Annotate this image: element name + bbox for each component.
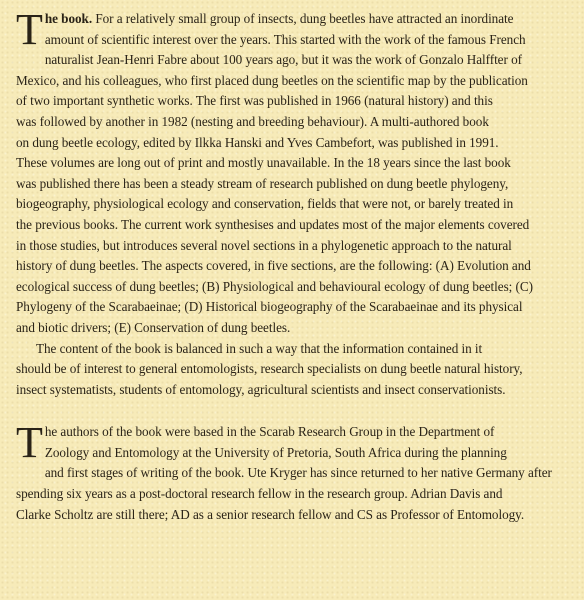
text-line	[16, 9, 574, 30]
text-line: amount of scientific interest over the years. This started with the work of the famous French	[44, 31, 526, 47]
text-line: in those studies, but introduces several novel sections in a phylogenetic approach to the natural	[16, 237, 512, 253]
drop-cap: T	[16, 5, 43, 54]
drop-cap: T	[16, 418, 43, 468]
text-line: Mexico, and his colleagues, who first placed dung beetles on the scientific map by the publication	[16, 72, 528, 88]
text-line: ecological success of dung beetles; (B) Physiological and behavioural ecology of dung beetles; (C)	[16, 278, 533, 294]
text-line: spending six years as a post-doctoral research fellow in the research group. Adrian Davis and	[16, 486, 503, 502]
text-line: The content of the book is balanced in such a way that the information contained in it	[36, 340, 483, 356]
text-line: These volumes are long out of print and mostly unavailable. In the 18 years since the last book	[16, 155, 511, 171]
line-text: For a relatively small group of insects, dung beetles have attracted an inordinate	[92, 11, 514, 26]
text-line: Zoology and Entomology at the University of Pretoria, South Africa during the planning	[44, 444, 507, 460]
text-line: Phylogeny of the Scarabaeinae; (D) Historical biogeography of the Scarabaeinae and its physical	[16, 299, 523, 315]
lead-in: he book.	[44, 11, 93, 26]
authors-paragraph	[16, 418, 574, 525]
text-line: he authors of the book were based in the Scarab Research Group in the Department of	[44, 424, 495, 440]
text-line: history of dung beetles. The aspects covered, in five sections, are the following: (A) Evolution and	[16, 258, 531, 274]
text-line: and first stages of writing of the book. Ute Kryger has since returned to her native Germany after	[44, 465, 552, 481]
text-line: biogeography, physiological ecology and conservation, fields that were not, or barely treated in	[16, 196, 514, 212]
text-line: and biotic drivers; (E) Conservation of dung beetles.	[16, 319, 291, 335]
text-line: was published there has been a steady stream of research published on dung beetle phylogeny,	[16, 175, 509, 191]
text-line: naturalist Jean-Henri Fabre about 100 years ago, but it was the work of Gonzalo Halffter of	[44, 52, 522, 68]
text-line: of two important synthetic works. The first was published in 1966 (natural history) and this	[16, 93, 493, 109]
text-line: Clarke Scholtz are still there; AD as a senior research fellow and CS as Professor of Entomology.	[16, 506, 525, 522]
text-line: the previous books. The current work synthesises and updates most of the major elements covered	[16, 216, 530, 232]
text-line: insect systematists, students of entomology, agricultural scientists and insect conservationists.	[16, 381, 506, 397]
text-line: should be of interest to general entomologists, research specialists on dung beetle natural history,	[16, 361, 523, 377]
section-spacer	[16, 400, 574, 422]
intro-paragraph	[16, 5, 574, 400]
text-line: on dung beetle ecology, edited by Ilkka Hanski and Yves Cambefort, was published in 1991.	[16, 134, 499, 150]
text-line: was followed by another in 1982 (nesting and breeding behaviour). A multi-authored book	[16, 113, 489, 129]
